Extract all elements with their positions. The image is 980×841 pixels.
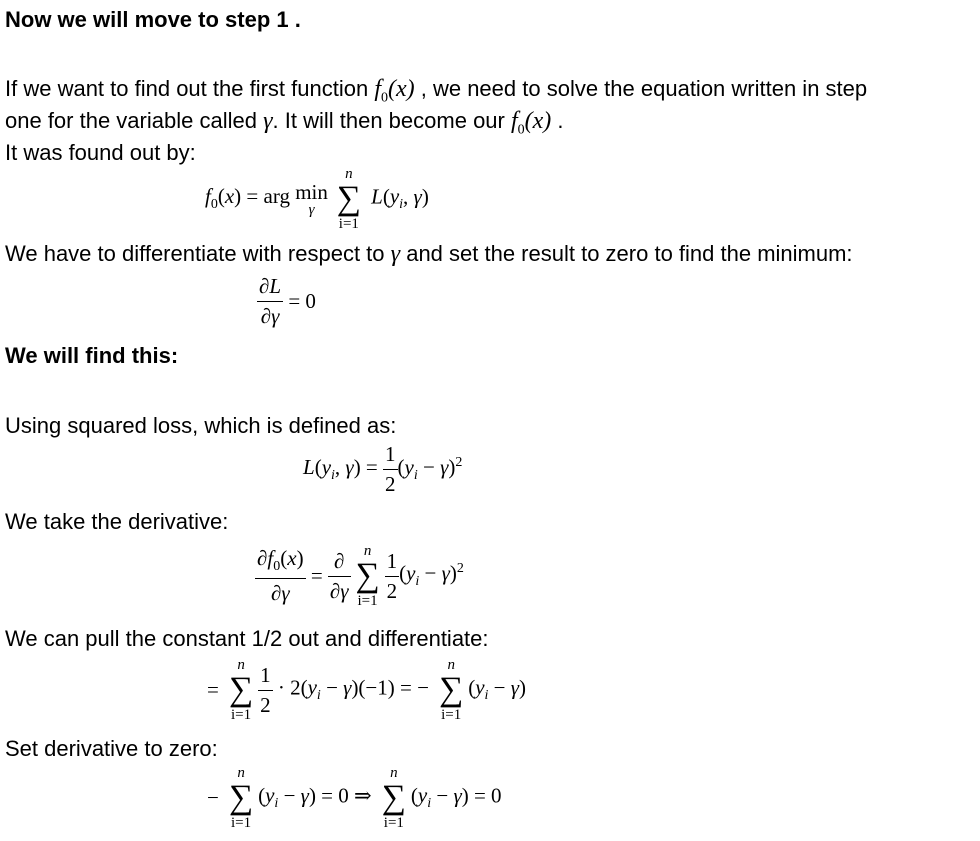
pull-constant-text: We can pull the constant 1/2 out and differentiate:	[5, 626, 489, 651]
intro-line-1: If we want to find out the first function $f_0(x)$ , we need to solve the equation written in step	[5, 76, 868, 106]
found-by-text: It was found out by:	[5, 140, 196, 165]
intro-line-1-b: , we need to solve the equation written in step	[414, 76, 868, 101]
differentiate-text: We have to differentiate with respect to γ and set the result to zero to find the minimum:	[5, 241, 853, 267]
intro-line-2: one for the variable called γ. It will then become our $f_0(x)$ .	[5, 108, 564, 138]
set-zero-text: Set derivative to zero:	[5, 736, 218, 761]
equation-pulled-constant: = n ∑ i=1 $\frac{1}{2}$ · $2(y_i - \gamma)(-1)$ = − n ∑ i=1 $(y_i - \gamma)$	[207, 657, 527, 723]
take-derivative-text: We take the derivative:	[5, 509, 229, 534]
differentiate-text-b: and set the result to zero to find the minimum:	[400, 241, 853, 266]
equation-partial-zero: $\frac{\partial L}{\partial\gamma}$ = 0	[259, 274, 316, 328]
equation-squared-loss: $L(y_i$, γ) = $\frac{1}{2}$ $(y_i - \gamma)^2$	[303, 442, 463, 496]
differentiate-text-a: We have to differentiate with respect to	[5, 241, 391, 266]
equation-set-zero: − n ∑ i=1 $(y_i - \gamma) = 0$ ⇒ n ∑ i=1 $(y_i - \gamma) = 0$	[207, 765, 502, 831]
f0x-inline: f	[374, 76, 381, 102]
squared-loss-text: Using squared loss, which is defined as:	[5, 413, 397, 438]
intro-line-2-a: one for the variable called	[5, 108, 264, 133]
step-heading: Now we will move to step 1 .	[5, 7, 301, 32]
equation-argmin: $f_0(x)$ = arg min γ n ∑ i=1 $L(y_i$, γ)	[205, 166, 429, 232]
find-heading: We will find this:	[5, 343, 179, 368]
gamma-inline: γ	[263, 108, 273, 134]
intro-line-2-c: .	[551, 108, 564, 133]
intro-line-2-b: . It will then become our	[272, 108, 511, 133]
equation-derivative: $\frac{\partial f_0(x)}{\partial\gamma}$ = $\frac{\partial}{\partial\gamma}$ n ∑ i=1 $\frac{1}{2}$ $(y_i - \gamma)^2$	[257, 543, 464, 609]
intro-line-1-a: If we want to find out the first function	[5, 76, 375, 101]
